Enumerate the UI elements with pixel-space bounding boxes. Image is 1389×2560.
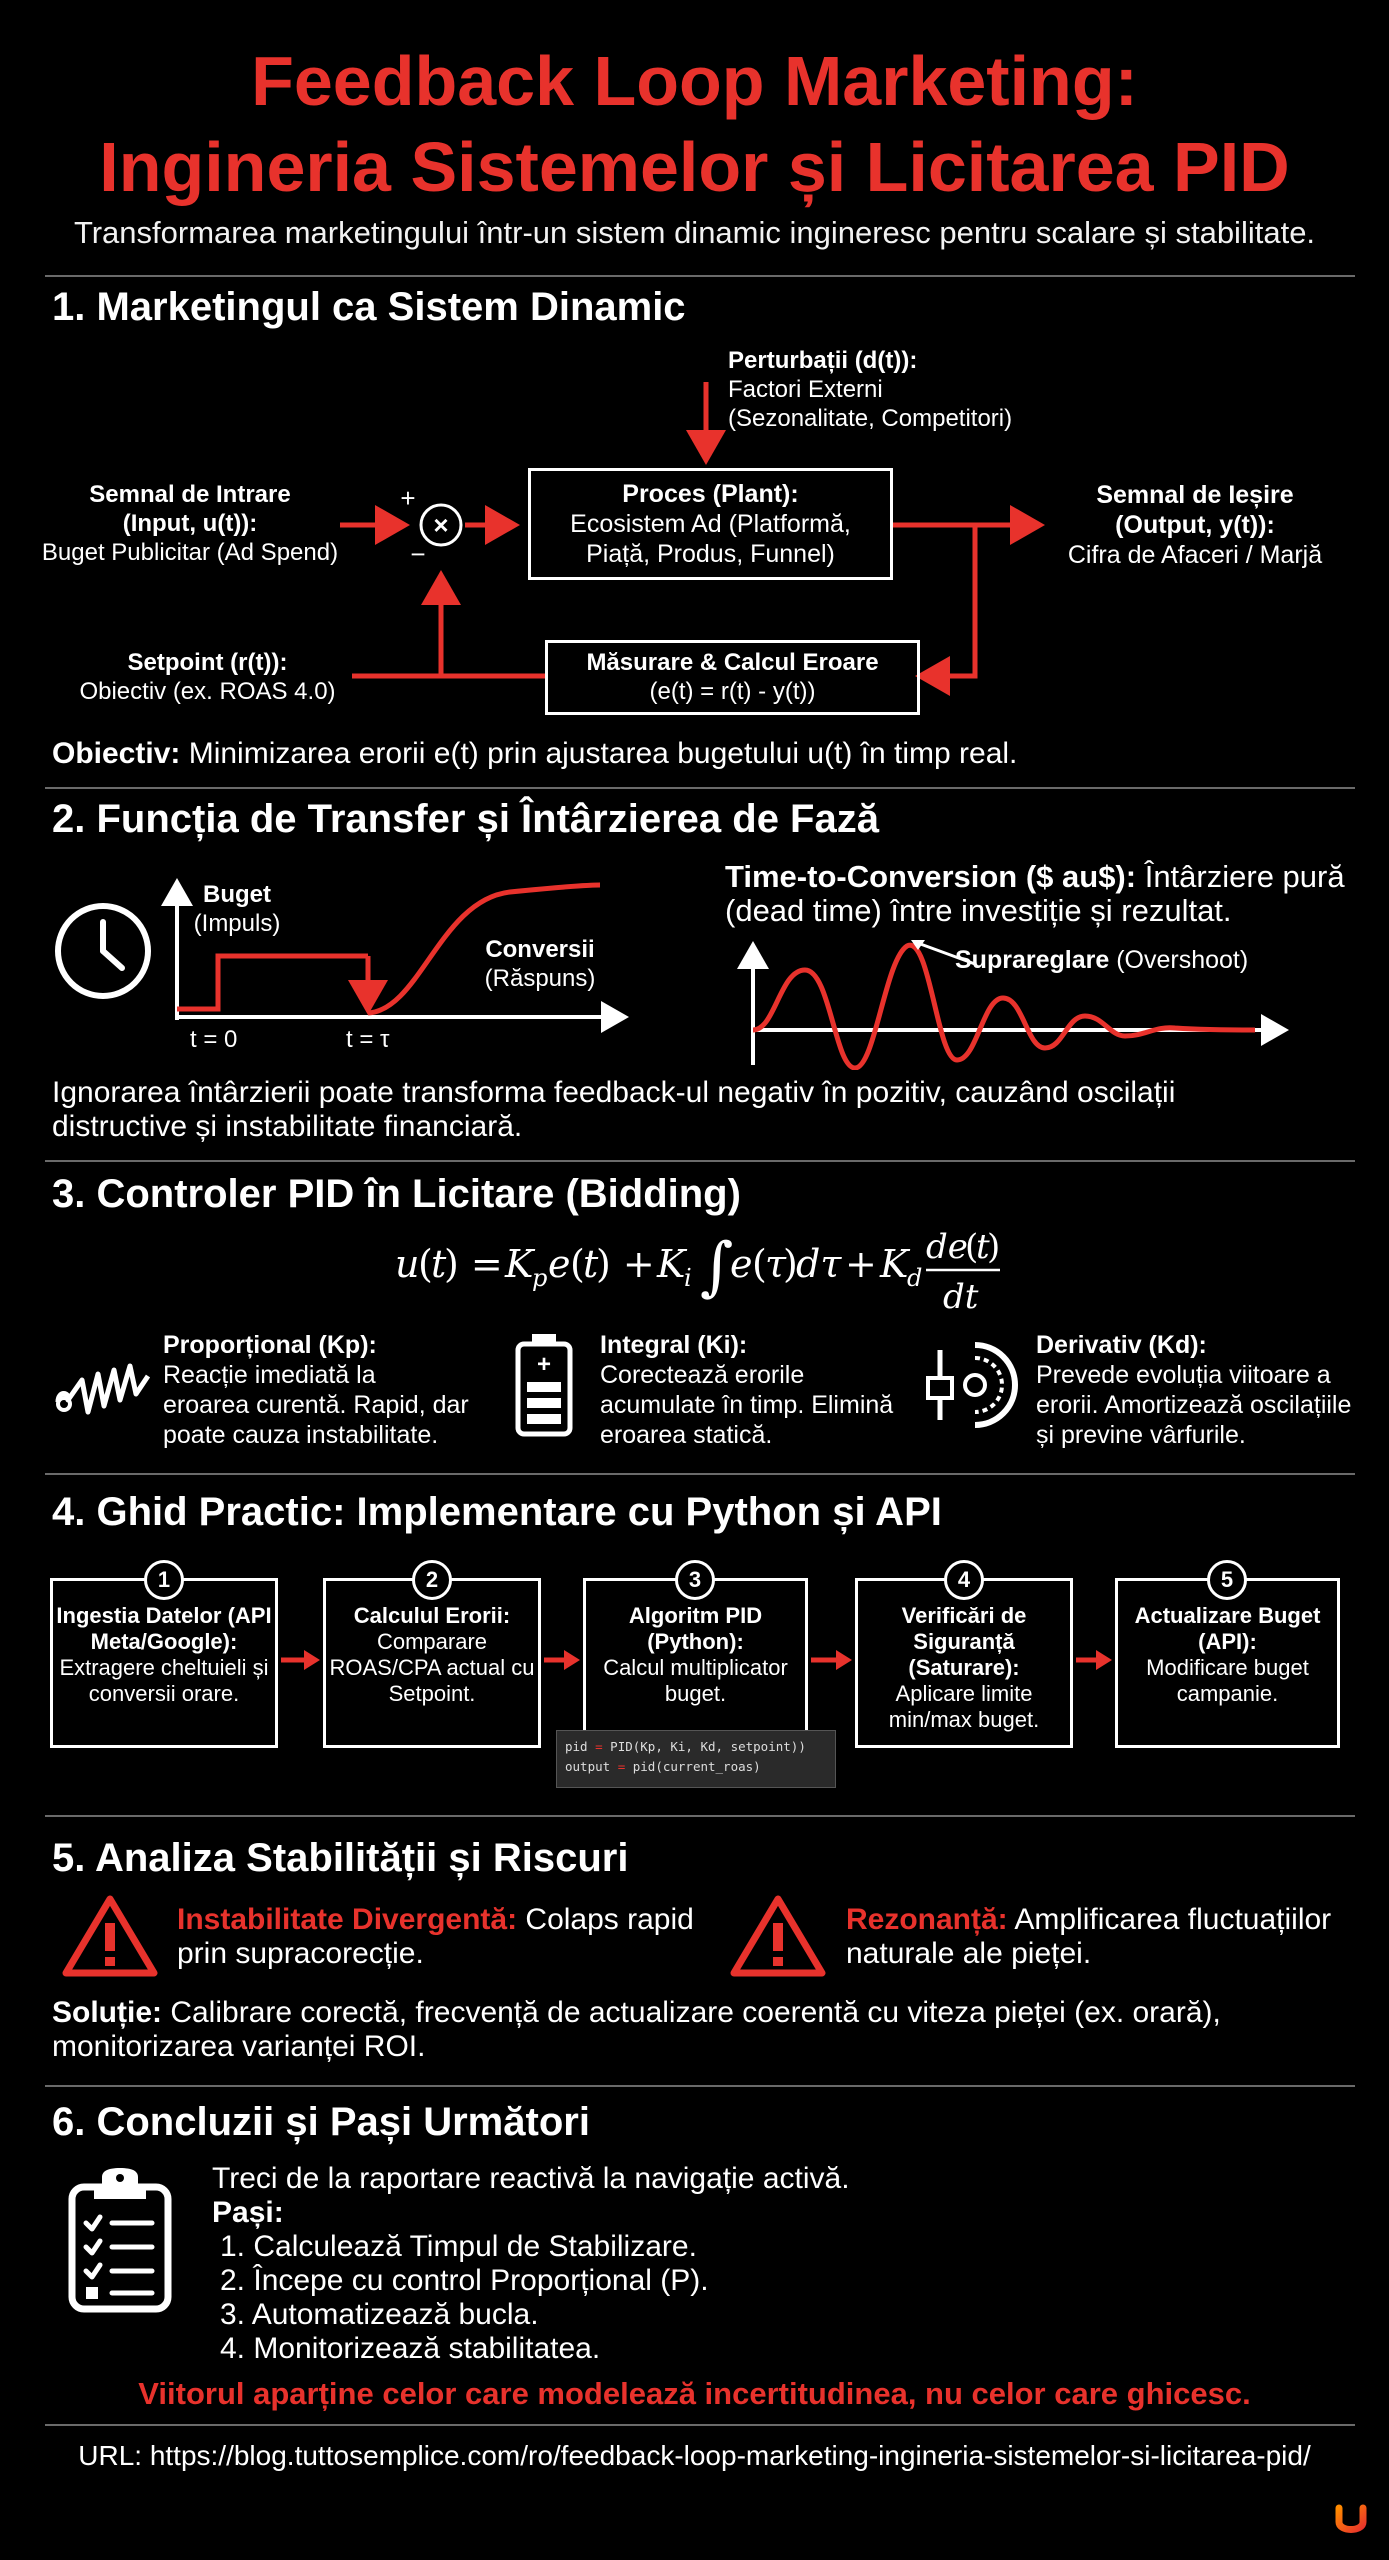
- svg-text:(: (: [418, 1242, 433, 1286]
- budget-sub: (Impuls): [193, 910, 281, 937]
- solution-bold: Soluție:: [52, 1996, 162, 2029]
- measure-formula: (e(t) = r(t) - y(t)): [649, 678, 816, 705]
- budget-title: Buget: [203, 881, 271, 908]
- ttc-bold: Time-to-Conversion ($ au$):: [725, 859, 1137, 894]
- derivative-line-3: și previne vârfurile.: [1036, 1421, 1246, 1449]
- derivative-text: [1036, 1330, 1351, 1450]
- pid-formula: [380, 1220, 1020, 1320]
- derivative-title: Derivativ (Kd):: [1036, 1331, 1207, 1359]
- svg-text:t: t: [583, 1242, 599, 1286]
- disturbance-title: Perturbații (d(t)):: [728, 347, 918, 374]
- conversion-label: [470, 935, 610, 993]
- svg-text:(: (: [965, 1227, 979, 1267]
- section-4-title: 4. Ghid Practic: Implementare cu Python și API: [52, 1490, 942, 1534]
- setpoint-title: Setpoint (r(t)):: [127, 649, 288, 676]
- svg-text:u: u: [395, 1242, 420, 1286]
- integral-title: Integral (Ki):: [600, 1331, 748, 1359]
- setpoint-label: [60, 648, 355, 706]
- svg-text:K: K: [505, 1242, 534, 1286]
- step-2-title: Calculul Erorii:: [353, 1603, 511, 1628]
- code-line-2: output = pid(current_roas): [565, 1759, 761, 1774]
- output-title-2: (Output, y(t)):: [1115, 511, 1275, 539]
- measure-box: [545, 640, 920, 715]
- clipboard-icon: [60, 2165, 180, 2315]
- brand-logo-icon: [1333, 2502, 1369, 2538]
- svg-text:i: i: [684, 1264, 692, 1292]
- integral-line-1: Corectează erorile: [600, 1361, 805, 1389]
- output-desc: Cifra de Afaceri / Marjă: [1067, 541, 1323, 569]
- clock-icon: [58, 906, 148, 996]
- overshoot-bold: Suprareglare: [955, 946, 1110, 974]
- risk-1-text: [177, 1903, 694, 1971]
- svg-text:t: t: [431, 1242, 447, 1286]
- risk-1-line-2: prin supracorecție.: [177, 1937, 424, 1970]
- conversion-sub: (Răspuns): [484, 965, 596, 992]
- integral-line-2: acumulate în timp. Elimină: [600, 1391, 894, 1419]
- risk-1-rest: Colaps rapid: [517, 1903, 694, 1936]
- ttc-line-2: (dead time) între investiție și rezultat.: [725, 893, 1232, 928]
- step-1-title: Ingestia Datelor (API Meta/Google):: [56, 1603, 272, 1654]
- output-label: [1030, 480, 1360, 570]
- code-snippet: [556, 1730, 836, 1788]
- svg-text:∫: ∫: [700, 1230, 734, 1304]
- risk-2-line-1: [846, 1903, 1331, 1937]
- svg-text:τ: τ: [765, 1242, 787, 1286]
- delay-note-line-2: distructive și instabilitate financiară.: [52, 1110, 523, 1143]
- input-title-2: (Input, u(t)):: [122, 510, 258, 537]
- spring-icon: [50, 1340, 160, 1430]
- proportional-line-1: Reacție imediată la: [163, 1361, 376, 1389]
- next-step-4: 4. Monitorizează stabilitatea.: [220, 2332, 601, 2365]
- proportional-line-2: eroarea curentă. Rapid, dar: [163, 1391, 469, 1419]
- feedback-arrow-2: [441, 575, 545, 676]
- warning-icon: [728, 1893, 828, 1978]
- step-3-title: Algoritm PID (Python):: [628, 1603, 763, 1654]
- svg-text:dτ: dτ: [796, 1242, 842, 1286]
- t-zero-label: t = 0: [190, 1026, 238, 1053]
- impulse-line: [177, 956, 368, 1009]
- process-title: Proces (Plant):: [622, 480, 799, 508]
- plus-sign: +: [400, 483, 416, 513]
- svg-text:de: de: [926, 1227, 968, 1267]
- svg-text:) =: ) =: [444, 1242, 503, 1286]
- solution-line-1: [52, 1996, 1221, 2030]
- overshoot-rest: (Overshoot): [1109, 946, 1249, 974]
- battery-icon: [510, 1330, 580, 1440]
- step-5-number: 5: [1207, 1560, 1247, 1600]
- section-2-title: 2. Funcția de Transfer și Întârzierea de Fază: [52, 797, 879, 841]
- step-4-number: 4: [944, 1560, 984, 1600]
- derivative-line-1: Prevede evoluția viitoare a: [1036, 1361, 1331, 1389]
- t-tau-label: t = τ: [346, 1026, 390, 1053]
- svg-text:d: d: [907, 1264, 923, 1292]
- integral-text: [600, 1330, 893, 1450]
- svg-text:) +: ) +: [596, 1242, 655, 1286]
- code-line-1: pid = PID(Kp, Ki, Kd, setpoint)): [565, 1739, 806, 1754]
- step-4-title: Verificări de Siguranță (Saturare):: [901, 1603, 1027, 1680]
- divider: [45, 1160, 1355, 1162]
- section-5-title: 5. Analiza Stabilității și Riscuri: [52, 1836, 629, 1880]
- next-step-1: 1. Calculează Timpul de Stabilizare.: [220, 2230, 697, 2263]
- disturbance-line-2: (Sezonalitate, Competitori): [728, 405, 1013, 432]
- disturbance-label: [728, 346, 1012, 433]
- step-arrows: [0, 1640, 1389, 1680]
- objective-text: [52, 737, 1017, 771]
- disturbance-line-1: Factori Externi: [728, 376, 883, 403]
- risk-2-bold: Rezonanță:: [846, 1903, 1008, 1936]
- derivative-line-2: erorii. Amortizează oscilațiile: [1036, 1391, 1352, 1419]
- risk-1-line-1: [177, 1903, 694, 1937]
- step-5-desc: Modificare buget campanie.: [1146, 1655, 1309, 1706]
- conversion-title: Conversii: [485, 936, 595, 963]
- ttc-text: [725, 860, 1345, 928]
- svg-text:): ): [783, 1242, 798, 1286]
- next-steps-list: [212, 2230, 850, 2366]
- divider: [45, 2085, 1355, 2087]
- step-1-number: 1: [144, 1560, 184, 1600]
- svg-text:): ): [987, 1227, 1001, 1267]
- ttc-line-1: [725, 860, 1345, 894]
- footer-url[interactable]: URL: https://blog.tuttosemplice.com/ro/feedback-loop-marketing-ingineria-sistemelor-si-licitarea-pid/: [78, 2440, 1311, 2471]
- step-3-desc: Calcul multiplicator buget.: [603, 1655, 788, 1706]
- divider: [45, 787, 1355, 789]
- divider: [45, 1473, 1355, 1475]
- proportional-text: [163, 1330, 469, 1450]
- svg-text:dt: dt: [943, 1277, 979, 1317]
- setpoint-desc: Obiectiv (ex. ROAS 4.0): [79, 678, 336, 705]
- svg-text:e: e: [730, 1242, 753, 1286]
- process-box: [528, 468, 893, 580]
- sum-symbol: ×: [433, 510, 449, 540]
- svg-text:+: +: [536, 1351, 552, 1378]
- warning-icon: [60, 1893, 160, 1978]
- next-step-2: 2. Începe cu control Proporțional (P).: [220, 2264, 709, 2297]
- step-1-desc: Extragere cheltuieli și conversii orare.: [59, 1655, 269, 1706]
- solution-line-2: monitorizarea varianței ROI.: [52, 2030, 426, 2063]
- tagline: Viitorul aparține celor care modelează incertitudinea, nu celor care ghicesc.: [138, 2376, 1251, 2411]
- proportional-title: Proporțional (Kp):: [163, 1331, 377, 1359]
- next-step-3: 3. Automatizează bucla.: [220, 2298, 539, 2331]
- input-label: [40, 480, 340, 567]
- measure-title: Măsurare & Calcul Eroare: [586, 649, 879, 676]
- title-line-1: Feedback Loop Marketing:: [251, 42, 1138, 120]
- conclusion-text: [212, 2162, 850, 2366]
- overshoot-label: [955, 945, 1248, 975]
- divider: [45, 1815, 1355, 1817]
- step-4-desc: Aplicare limite min/max buget.: [888, 1681, 1040, 1732]
- proportional-line-3: poate cauza instabilitate.: [163, 1421, 439, 1449]
- step-5-title: Actualizare Buget (API):: [1134, 1603, 1321, 1654]
- svg-text:K: K: [880, 1242, 909, 1286]
- damper-icon: [920, 1340, 1020, 1430]
- divider: [45, 2424, 1355, 2426]
- svg-text:(: (: [570, 1242, 585, 1286]
- subtitle: Transformarea marketingului într-un sistem dinamic ingineresc pentru scalare și stabilitate.: [73, 215, 1316, 250]
- svg-text:K: K: [657, 1242, 686, 1286]
- risk-2-line-2: naturale ale pieței.: [846, 1937, 1092, 1970]
- steps-label: Pași:: [212, 2196, 284, 2229]
- svg-text:+: +: [845, 1242, 877, 1286]
- budget-label: [182, 880, 292, 938]
- process-line-1: Ecosistem Ad (Platformă,: [570, 510, 851, 538]
- step-2-desc: Comparare ROAS/CPA actual cu Setpoint.: [329, 1629, 535, 1706]
- delay-note: [52, 1076, 1175, 1144]
- section-3-title: 3. Controler PID în Licitare (Bidding): [52, 1172, 741, 1216]
- solution-text: [52, 1996, 1221, 2064]
- svg-text:(: (: [752, 1242, 767, 1286]
- conclusion-intro: Treci de la raportare reactivă la navigație activă.: [212, 2162, 850, 2195]
- section-6-title: 6. Concluzii și Pași Următori: [52, 2100, 590, 2144]
- step-3-number: 3: [675, 1560, 715, 1600]
- divider: [45, 275, 1355, 277]
- svg-text:t: t: [976, 1227, 990, 1267]
- title-line-2: Ingineria Sistemelor și Licitarea PID: [99, 128, 1290, 206]
- svg-text:e: e: [548, 1242, 571, 1286]
- objective-label: Obiectiv:: [52, 737, 181, 770]
- minus-sign: −: [410, 539, 426, 569]
- feedback-arrow-1: [920, 525, 975, 676]
- process-line-2: Piață, Produs, Funnel): [586, 540, 835, 568]
- input-title-1: Semnal de Intrare: [89, 481, 291, 508]
- input-desc: Buget Publicitar (Ad Spend): [41, 539, 339, 566]
- risk-2-text: [846, 1903, 1331, 1971]
- delay-note-line-1: Ignorarea întârzierii poate transforma feedback-ul negativ în pozitiv, cauzând oscilații: [52, 1076, 1176, 1109]
- step-2-number: 2: [412, 1560, 452, 1600]
- risk-2-rest: Amplificarea fluctuațiilor: [1007, 1903, 1332, 1936]
- svg-text:p: p: [532, 1264, 548, 1292]
- solution-rest: Calibrare corectă, frecvență de actualizare coerentă cu viteza pieței (ex. orară),: [162, 1996, 1221, 2029]
- integral-line-3: eroarea statică.: [600, 1421, 773, 1449]
- risk-1-bold: Instabilitate Divergentă:: [177, 1903, 518, 1936]
- section-1-title: 1. Marketingul ca Sistem Dinamic: [52, 285, 686, 329]
- output-title-1: Semnal de Ieșire: [1096, 481, 1294, 509]
- objective-body: Minimizarea erorii e(t) prin ajustarea bugetului u(t) în timp real.: [180, 737, 1018, 770]
- ttc-rest: Întârziere pură: [1136, 859, 1345, 894]
